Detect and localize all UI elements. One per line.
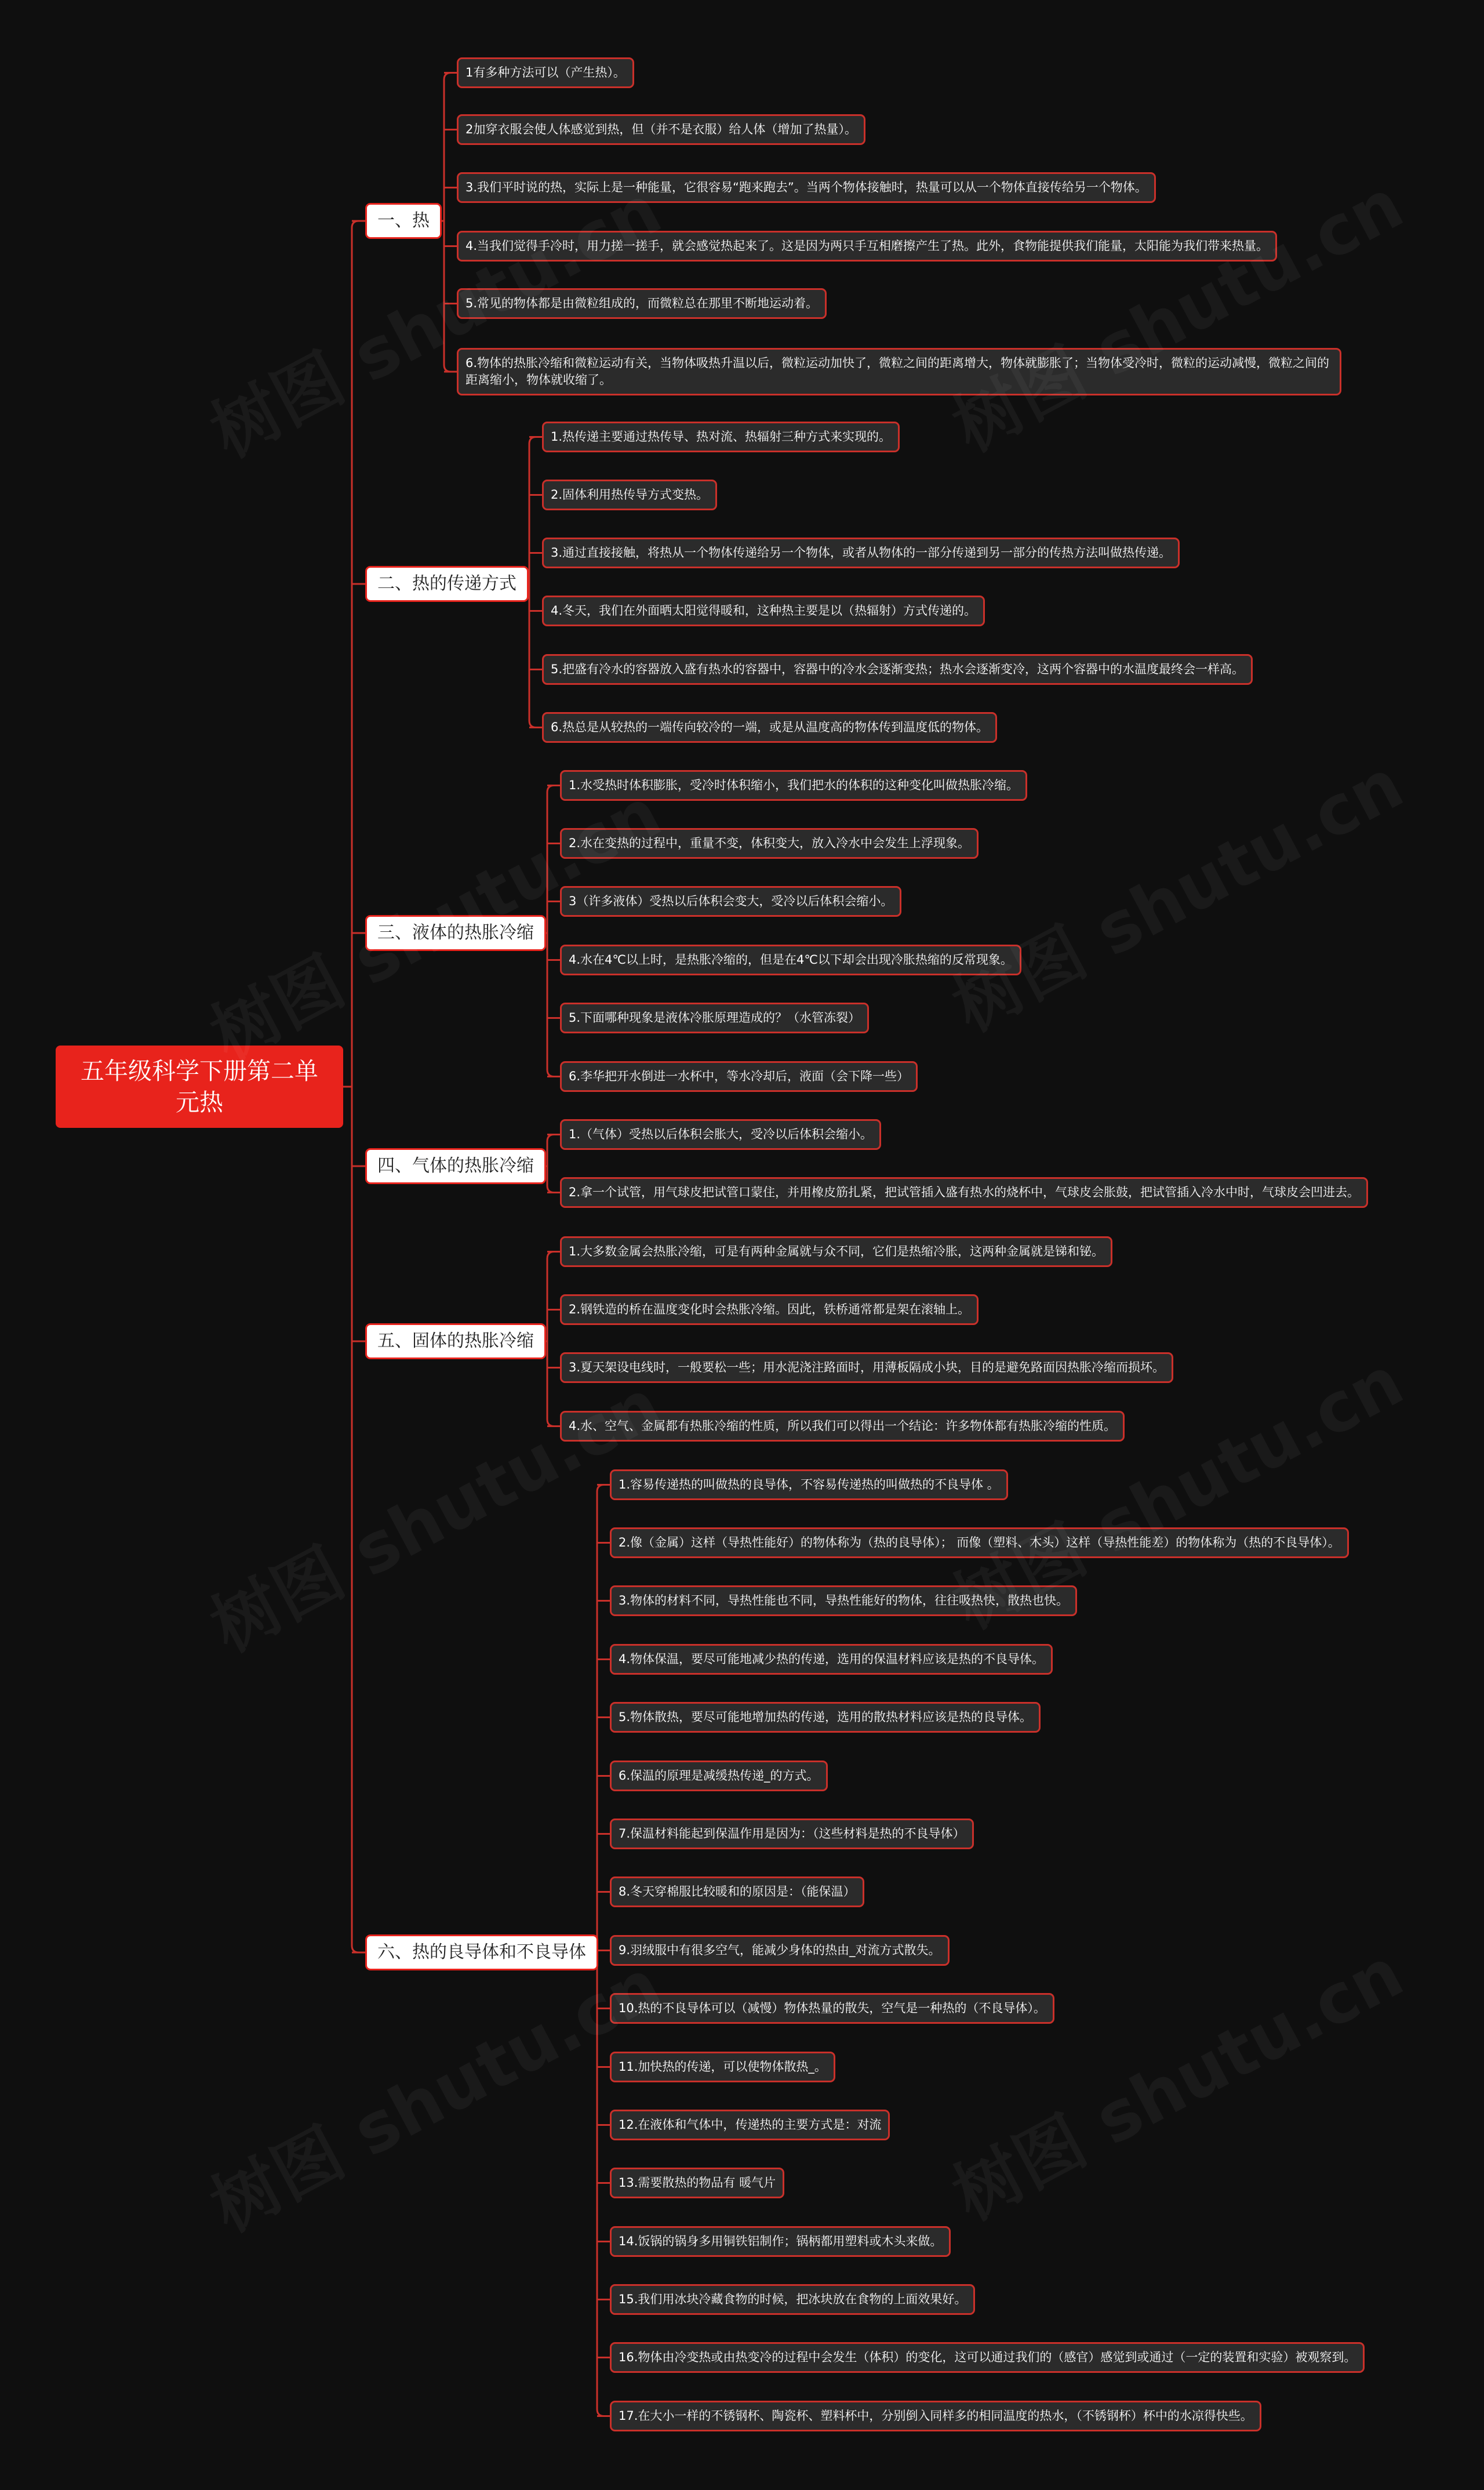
leaf-gas-2[interactable]: 2.拿一个试管，用气球皮把试管口蒙住，并用橡皮筋扎紧，把试管插入盛有热水的烧杯中，气球皮会胀鼓，把试管插入冷水中时，气球皮会凹进去。: [560, 1177, 1368, 1208]
leaf-transfer-4[interactable]: 4.冬天，我们在外面晒太阳觉得暖和，这种热主要是以（热辐射）方式传递的。: [542, 596, 985, 626]
leaf-conductor-5[interactable]: 5.物体散热，要尽可能地增加热的传递，选用的散热材料应该是热的良导体。: [610, 1702, 1041, 1733]
leaf-conductor-2[interactable]: 2.像（金属）这样（导热性能好）的物体称为（热的良导体）； 而像（塑料、木头）这样（导热性能差）的物体称为（热的不良导体）。: [610, 1527, 1349, 1558]
leaf-conductor-4[interactable]: 4.物体保温，要尽可能地减少热的传递，选用的保温材料应该是热的不良导体。: [610, 1644, 1053, 1675]
leaf-conductor-6[interactable]: 6.保温的原理是减缓热传递_的方式。: [610, 1761, 828, 1791]
leaf-heat-1[interactable]: 1有多种方法可以（产生热）。: [457, 57, 634, 88]
leaf-conductor-10[interactable]: 10.热的不良导体可以（减慢）物体热量的散失，空气是一种热的（不良导体）。: [610, 1993, 1054, 2024]
leaf-liquid-1[interactable]: 1.水受热时体积膨胀，受冷时体积缩小，我们把水的体积的这种变化叫做热胀冷缩。: [560, 770, 1027, 801]
branch-liquid-expansion[interactable]: 三、液体的热胀冷缩: [365, 915, 546, 951]
leaf-heat-4[interactable]: 4.当我们觉得手冷时，用力搓一搓手，就会感觉热起来了。这是因为两只手互相磨擦产生了热。此外，食物能提供我们能量，太阳能为我们带来热量。: [457, 231, 1277, 262]
leaf-heat-6[interactable]: 6.物体的热胀冷缩和微粒运动有关，当物体吸热升温以后，微粒运动加快了，微粒之间的距离增大，物体就膨胀了；当物体受冷时，微粒的运动减慢，微粒之间的距离缩小，物体就收缩了。: [457, 348, 1341, 395]
leaf-solid-4[interactable]: 4.水、空气、金属都有热胀冷缩的性质，所以我们可以得出一个结论：许多物体都有热胀冷缩的性质。: [560, 1411, 1125, 1442]
leaf-conductor-16[interactable]: 16.物体由冷变热或由热变冷的过程中会发生（体积）的变化，这可以通过我们的（感官）感觉到或通过（一定的装置和实验）被观察到。: [610, 2342, 1365, 2373]
leaf-heat-5[interactable]: 5.常见的物体都是由微粒组成的，而微粒总在那里不断地运动着。: [457, 288, 827, 319]
leaf-conductor-17[interactable]: 17.在大小一样的不锈钢杯、陶瓷杯、塑料杯中，分别倒入同样多的相同温度的热水，（不锈钢杯）杯中的水凉得快些。: [610, 2401, 1261, 2431]
leaf-conductor-13[interactable]: 13.需要散热的物品有 暖气片: [610, 2168, 784, 2198]
leaf-conductor-12[interactable]: 12.在液体和气体中，传递热的主要方式是：对流: [610, 2110, 890, 2140]
leaf-solid-3[interactable]: 3.夏天架设电线时，一般要松一些；用水泥浇注路面时，用薄板隔成小块，目的是避免路面因热胀冷缩而损坏。: [560, 1352, 1173, 1383]
leaf-liquid-4[interactable]: 4.水在4℃以上时，是热胀冷缩的，但是在4℃以下却会出现冷胀热缩的反常现象。: [560, 945, 1021, 975]
leaf-conductor-7[interactable]: 7.保温材料能起到保温作用是因为：（这些材料是热的不良导体）: [610, 1819, 974, 1849]
leaf-conductor-8[interactable]: 8.冬天穿棉服比较暖和的原因是：（能保温）: [610, 1876, 864, 1907]
leaf-transfer-1[interactable]: 1.热传递主要通过热传导、热对流、热辐射三种方式来实现的。: [542, 422, 900, 452]
branch-heat-transfer[interactable]: 二、热的传递方式: [365, 566, 529, 602]
leaf-conductor-3[interactable]: 3.物体的材料不同，导热性能也不同，导热性能好的物体，往往吸热快，散热也快。: [610, 1585, 1077, 1616]
leaf-solid-2[interactable]: 2.钢铁造的桥在温度变化时会热胀冷缩。因此，铁桥通常都是架在滚轴上。: [560, 1294, 979, 1325]
leaf-conductor-1[interactable]: 1.容易传递热的叫做热的良导体，不容易传递热的叫做热的不良导体 。: [610, 1469, 1008, 1500]
branch-gas-expansion[interactable]: 四、气体的热胀冷缩: [365, 1148, 546, 1184]
leaf-conductor-9[interactable]: 9.羽绒服中有很多空气，能减少身体的热由_对流方式散失。: [610, 1935, 950, 1966]
leaf-liquid-2[interactable]: 2.水在变热的过程中，重量不变，体积变大，放入冷水中会发生上浮现象。: [560, 828, 979, 859]
leaf-liquid-5[interactable]: 5.下面哪种现象是液体冷胀原理造成的？（水管冻裂）: [560, 1003, 869, 1033]
leaf-transfer-2[interactable]: 2.固体利用热传导方式变热。: [542, 480, 717, 510]
leaf-liquid-6[interactable]: 6.李华把开水倒进一水杯中，等水冷却后，液面（会下降一些）: [560, 1061, 918, 1092]
leaf-transfer-5[interactable]: 5.把盛有冷水的容器放入盛有热水的容器中，容器中的冷水会逐渐变热；热水会逐渐变冷，这两个容器中的水温度最终会一样高。: [542, 654, 1253, 685]
leaf-heat-3[interactable]: 3.我们平时说的热，实际上是一种能量，它很容易“跑来跑去”。当两个物体接触时，热量可以从一个物体直接传给另一个物体。: [457, 172, 1156, 203]
leaf-transfer-6[interactable]: 6.热总是从较热的一端传向较冷的一端，或是从温度高的物体传到温度低的物体。: [542, 712, 997, 743]
leaf-conductor-15[interactable]: 15.我们用冰块冷藏食物的时候，把冰块放在食物的上面效果好。: [610, 2284, 975, 2315]
root-topic[interactable]: 五年级科学下册第二单元热: [56, 1046, 343, 1128]
branch-heat[interactable]: 一、热: [365, 203, 442, 239]
leaf-transfer-3[interactable]: 3.通过直接接触，将热从一个物体传递给另一个物体，或者从物体的一部分传递到另一部分的传热方法叫做热传递。: [542, 538, 1180, 568]
branch-conductors[interactable]: 六、热的良导体和不良导体: [365, 1934, 598, 1970]
leaf-heat-2[interactable]: 2加穿衣服会使人体感觉到热，但（并不是衣服）给人体（增加了热量）。: [457, 114, 865, 145]
leaf-conductor-14[interactable]: 14.饭锅的锅身多用铜铁铝制作；锅柄都用塑料或木头来做。: [610, 2226, 951, 2257]
leaf-conductor-11[interactable]: 11.加快热的传递，可以使物体散热_。: [610, 2052, 835, 2082]
leaf-gas-1[interactable]: 1.（气体）受热以后体积会胀大，受冷以后体积会缩小。: [560, 1119, 881, 1150]
branch-solid-expansion[interactable]: 五、固体的热胀冷缩: [365, 1323, 546, 1359]
leaf-liquid-3[interactable]: 3（许多液体）受热以后体积会变大，受冷以后体积会缩小。: [560, 886, 901, 917]
leaf-solid-1[interactable]: 1.大多数金属会热胀冷缩，可是有两种金属就与众不同，它们是热缩冷胀，这两种金属就是锑和铋。: [560, 1236, 1112, 1267]
